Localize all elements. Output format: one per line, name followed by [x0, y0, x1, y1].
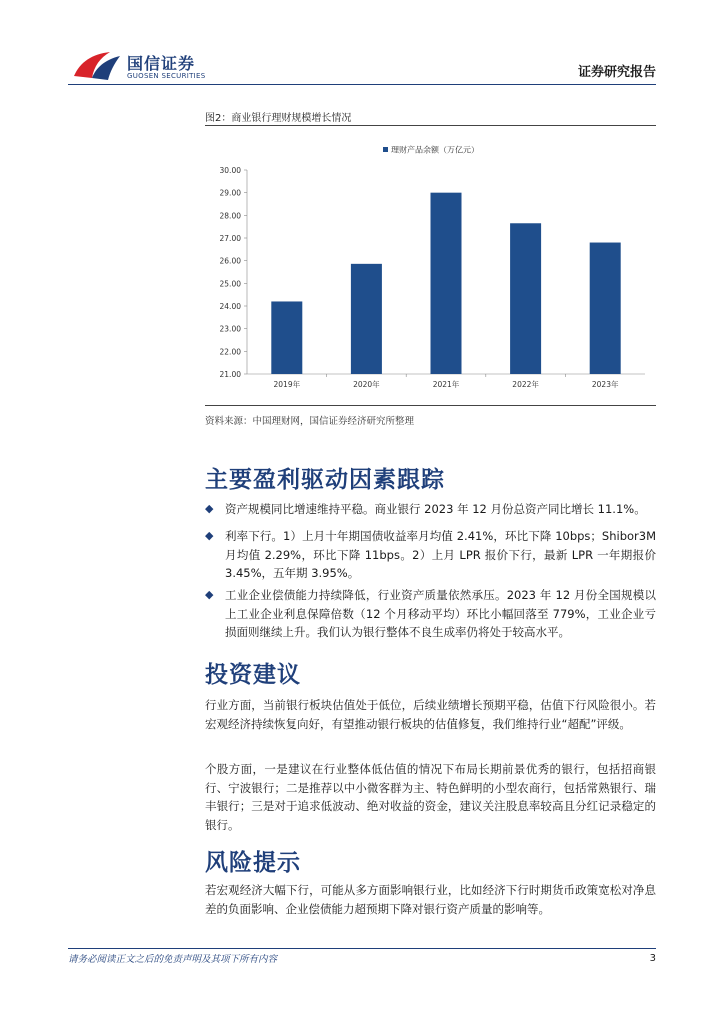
bullet-item — [205, 527, 656, 583]
y-tick-label: 22.00 — [219, 347, 241, 357]
invest-paragraph-industry: 行业方面，当前银行板块估值处于低位，后续业绩增长预期平稳，估值下行风险很小。若宏观经济持续恢复向好，有望推动银行板块的估值修复，我们维持行业“超配”评级。 — [205, 698, 656, 731]
bar — [431, 193, 462, 374]
wealth-scale-bar-chart — [205, 130, 656, 400]
section-title-invest: 投资建议 — [205, 662, 301, 688]
legend-label: 理财产品余额（万亿元） — [391, 145, 479, 155]
y-tick-label: 26.00 — [219, 256, 241, 266]
footer-divider — [68, 948, 656, 949]
bar — [590, 243, 621, 374]
bar — [271, 301, 302, 374]
bullet-text: 利率下行。1）上月十年期国债收益率月均值 2.41%，环比下降 10bps；Shibor3M 月均值 2.29%，环比下降 11bps。2）上月 LPR 报价下行，最新 LPR 一年期报价 3.45%，五年期 3.95%。 — [225, 529, 656, 580]
bullet-item — [205, 500, 656, 519]
section-title-drivers: 主要盈利驱动因素跟踪 — [205, 467, 445, 493]
y-tick-label: 21.00 — [219, 370, 241, 379]
y-tick-label: 30.00 — [219, 166, 241, 175]
y-tick-label: 23.00 — [219, 324, 241, 334]
guosen-logo-icon — [70, 48, 124, 82]
figure-bottom-rule — [205, 405, 656, 406]
figure-top-rule — [205, 125, 656, 126]
invest-paragraph-stocks: 个股方面，一是建议在行业整体低估值的情况下布局长期前景优秀的银行，包括招商银行、宁波银行；二是推荐以中小微客群为主、特色鲜明的小型农商行，包括常熟银行、瑞丰银行；三是对于追求低波动、绝对收益的资金，建议关注股息率较高且分红记录稳定的银行。 — [205, 762, 656, 832]
header-divider — [68, 84, 656, 85]
bullet-text: 资产规模同比增速维持平稳。商业银行 2023 年 12 月份总资产同比增长 11.1%。 — [225, 502, 646, 516]
logo-text-en: GUOSEN SECURITIES — [127, 72, 206, 80]
figure-title: 图2：商业银行理财规模增长情况 — [205, 113, 352, 124]
report-type-label: 证券研究报告 — [577, 65, 656, 80]
x-tick-label: 2022年 — [512, 380, 539, 389]
diamond-bullet-icon: ◆ — [205, 588, 214, 601]
page-number: 3 — [649, 953, 656, 964]
y-tick-label: 28.00 — [219, 211, 241, 221]
y-tick-label: 27.00 — [219, 234, 241, 243]
page-header — [0, 0, 724, 90]
bar — [351, 264, 382, 374]
x-tick-label: 2021年 — [432, 380, 460, 389]
diamond-bullet-icon: ◆ — [205, 502, 214, 515]
bullet-item — [205, 586, 656, 642]
bullet-text: 工业企业偿债能力持续降低，行业资产质量依然承压。2023 年 12 月份全国规模以上工业企业利息保障倍数（12 个月移动平均）环比小幅回落至 779%，工业企业亏损面则继续上升。我们认为银行整体不良生成率仍将处于较高水平。 — [225, 588, 656, 639]
figure-source: 资料来源：中国理财网，国信证券经济研究所整理 — [205, 416, 415, 427]
section-title-risk: 风险提示 — [205, 850, 301, 876]
x-tick-label: 2020年 — [353, 380, 380, 389]
x-tick-label: 2023年 — [591, 380, 619, 389]
y-tick-label: 29.00 — [219, 188, 241, 198]
x-tick-label: 2019年 — [273, 380, 301, 389]
logo-text-cn: 国信证券 — [127, 54, 196, 73]
diamond-bullet-icon: ◆ — [205, 529, 214, 542]
y-tick-label: 25.00 — [219, 279, 241, 289]
risk-paragraph: 若宏观经济大幅下行，可能从多方面影响银行业，比如经济下行时期货币政策宽松对净息差的负面影响、企业偿债能力超预期下降对银行资产质量的影响等。 — [205, 883, 656, 916]
disclaimer-note: 请务必阅读正文之后的免责声明及其项下所有内容 — [68, 954, 278, 965]
legend-swatch — [383, 147, 388, 152]
bar — [510, 223, 541, 374]
company-logo — [70, 48, 210, 84]
y-tick-label: 24.00 — [219, 302, 241, 311]
